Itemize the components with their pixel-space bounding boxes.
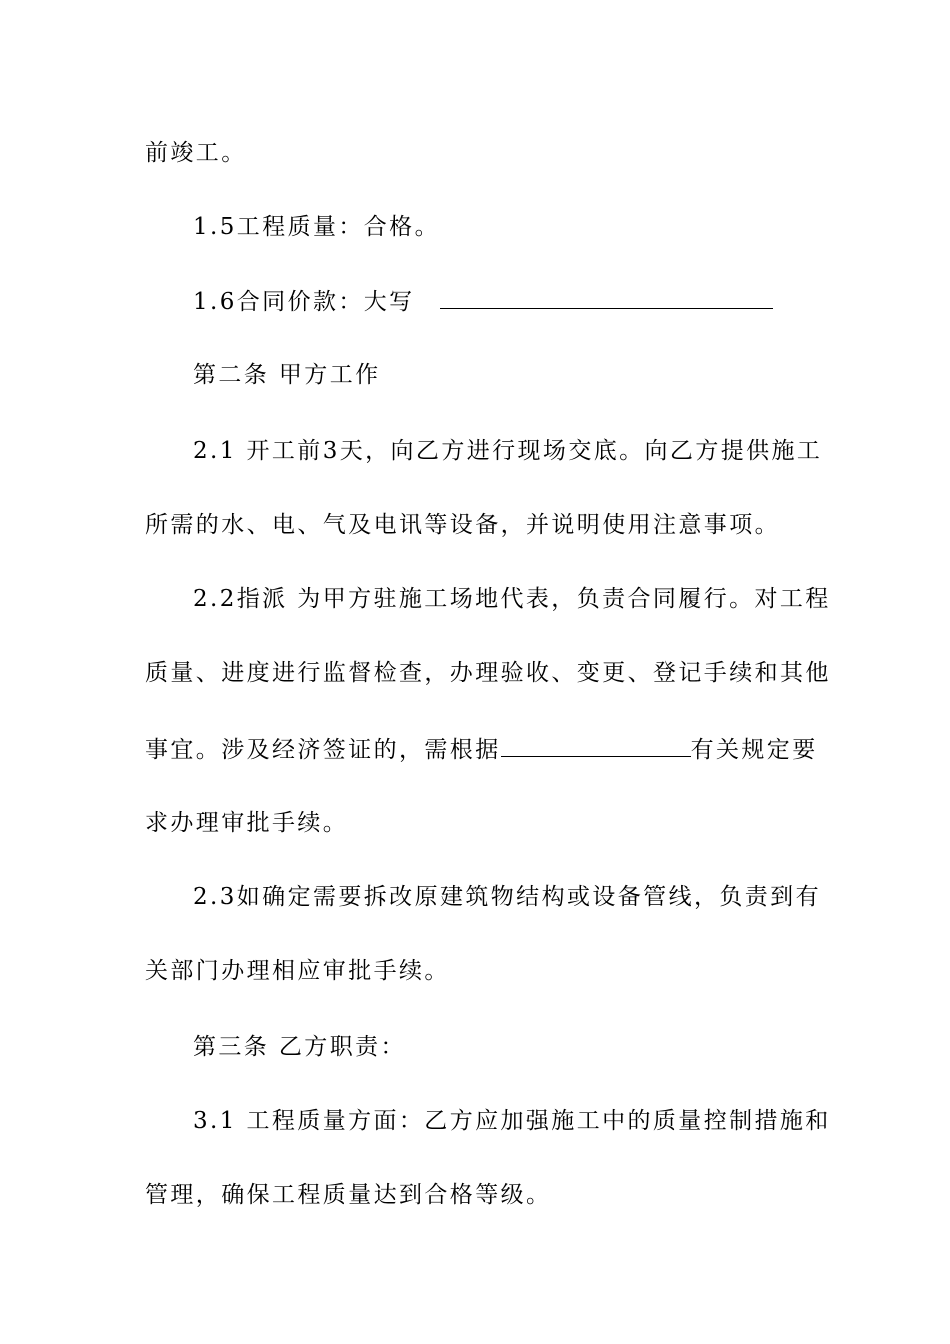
- paragraph-line: 1.5工程质量：合格。: [193, 214, 440, 240]
- paragraph-line: 所需的水、电、气及电讯等设备，并说明使用注意事项。: [145, 512, 780, 538]
- section-heading: 第二条 甲方工作: [193, 362, 381, 388]
- section-heading: 第三条 乙方职责：: [193, 1034, 406, 1060]
- paragraph-line: 前竣工。: [145, 140, 247, 166]
- paragraph-line: 2.2指派 为甲方驻施工场地代表，负责合同履行。对工程: [193, 586, 831, 612]
- paragraph-line: 管理，确保工程质量达到合格等级。: [145, 1182, 552, 1208]
- paragraph-line: [193, 286, 773, 317]
- paragraph-line: 2.1 开工前3天，向乙方进行现场交底。向乙方提供施工: [193, 438, 823, 464]
- paragraph-line: [145, 734, 818, 765]
- paragraph-line: 质量、进度进行监督检查，办理验收、变更、登记手续和其他: [145, 660, 831, 686]
- text-after-blank: 有关规定要: [690, 737, 818, 763]
- paragraph-line: 2.3如确定需要拆改原建筑物结构或设备管线，负责到有: [193, 884, 821, 910]
- text-before-blank: 事宜。涉及经济签证的，需根据: [145, 737, 501, 763]
- paragraph-line: 关部门办理相应审批手续。: [145, 958, 450, 984]
- fill-in-blank-regulation: [501, 734, 691, 757]
- paragraph-line: 求办理审批手续。: [145, 810, 349, 836]
- fill-in-blank-amount: [440, 286, 773, 309]
- contract-price-label: 1.6合同价款：大写: [193, 289, 415, 315]
- paragraph-line: 3.1 工程质量方面：乙方应加强施工中的质量控制措施和: [193, 1108, 831, 1134]
